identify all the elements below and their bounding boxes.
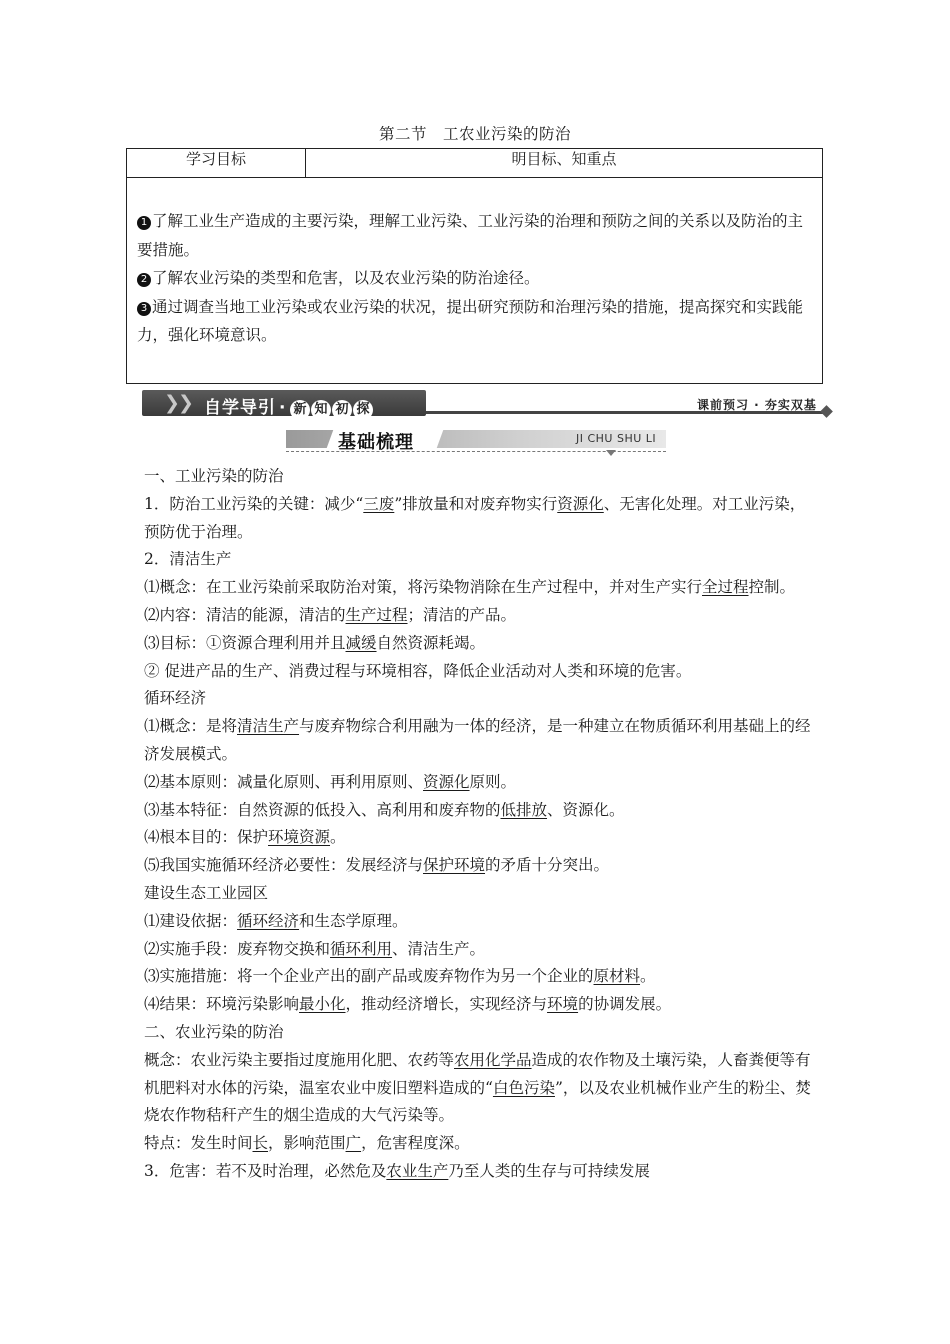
number-badge-icon: 1 <box>137 216 151 230</box>
text-segment: ⑷结果：环境污染影响 <box>144 995 300 1014</box>
main-content <box>144 463 816 1186</box>
text-segment: 造成的农作物及土壤污染，人畜粪便等有机肥料对水体的污染，温室农业中废旧塑料造成的“ <box>144 1050 811 1097</box>
text-segment: 。 <box>330 828 346 847</box>
text-segment: ⑶基本特征：自然资源的低投入、高利用和废弃物的 <box>144 800 501 819</box>
text-segment: ⑴概念：是将 <box>144 717 238 736</box>
text-segment: 2．清洁生产 <box>144 550 232 569</box>
content-paragraph <box>144 1158 816 1186</box>
underlined-answer: 环境 <box>547 995 579 1014</box>
content-paragraph <box>144 685 816 713</box>
underlined-answer: 广 <box>345 1134 362 1153</box>
text-segment: 和生态学原理。 <box>299 911 408 930</box>
text-segment: ，影响范围 <box>268 1134 346 1153</box>
underlined-answer: 农用化学品 <box>454 1050 532 1069</box>
banner-title <box>204 393 373 420</box>
text-segment: 一、工业污染的防治 <box>144 467 284 485</box>
page-title: 第二节 工农业污染的防治 <box>378 125 571 143</box>
content-paragraph <box>144 963 816 991</box>
number-badge-icon: 2 <box>137 273 151 287</box>
content-paragraph <box>144 1047 816 1130</box>
text-segment: 与废弃物综合利用融为一体的经济，是一种建立在物质循环利用基础上的经济发展模式。 <box>144 717 811 763</box>
text-segment: 、无害化处理。对工业污染，预防优于治理。 <box>144 494 806 541</box>
underlined-answer: 长 <box>252 1134 269 1153</box>
text-segment: 的矛盾十分突出。 <box>485 856 610 875</box>
text-segment: 循环经济 <box>144 689 207 708</box>
chevron-right-icon: ❯ <box>164 392 180 414</box>
text-segment: 的协调发展。 <box>578 995 672 1014</box>
content-paragraph <box>144 713 816 769</box>
subsection-label: 基础梳理 <box>338 432 414 453</box>
text-segment: ② 促进产品的生产、消费过程与环境相容，降低企业活动对人类和环境的危害。 <box>144 661 692 680</box>
text-segment: ⑵内容：清洁的能源，清洁的 <box>144 605 346 624</box>
banner-left-text: 自学导引 <box>204 398 276 418</box>
text-segment: ⑷根本目的：保护 <box>144 828 269 847</box>
objective-text: 了解工业生产造成的主要污染，理解工业污染、工业污染的治理和预防之间的关系以及防治的主要措施。 <box>137 212 804 259</box>
text-segment: 乃至人类的生存与可持续发展 <box>448 1161 650 1180</box>
subsection-english: JI CHU SHU LI <box>576 432 657 445</box>
table-header <box>127 149 822 178</box>
triangle-down-icon <box>606 450 616 456</box>
text-segment: 自然资源耗竭。 <box>376 633 486 652</box>
text-segment: 、资源化。 <box>547 800 625 819</box>
text-segment: 1．防治工业污染的关键：减少“ <box>144 494 364 513</box>
content-paragraph <box>144 658 816 686</box>
banner-circle-char: 新 <box>290 400 310 420</box>
objective-text: 通过调查当地工业污染或农业污染的状况，提出研究预防和治理污染的措施，提高探究和实践能力，强化环境意识。 <box>137 297 804 344</box>
content-paragraph <box>144 630 816 658</box>
text-segment: ⑸我国实施循环经济必要性：发展经济与 <box>144 856 424 875</box>
content-paragraph <box>144 546 816 574</box>
underlined-answer: 白色污染 <box>492 1078 555 1097</box>
underlined-answer: 保护环境 <box>423 856 486 875</box>
underlined-answer: 最小化 <box>299 995 346 1014</box>
text-segment: ⑶目标：①资源合理利用并且 <box>144 633 346 652</box>
underlined-answer: 循环利用 <box>330 939 393 958</box>
banner-circle-char: 初 <box>332 400 352 420</box>
underlined-answer: 资源化 <box>557 494 604 513</box>
number-badge-icon: 3 <box>137 302 151 316</box>
text-segment: ⑴建设依据： <box>144 911 238 930</box>
text-segment: 。 <box>640 967 656 986</box>
content-paragraph <box>144 491 816 547</box>
underlined-answer: 全过程 <box>702 578 749 597</box>
text-segment: ⑵基本原则：减量化原则、再利用原则、 <box>144 772 424 791</box>
text-segment: ，危害程度深。 <box>361 1134 470 1153</box>
text-segment: 概念：农业污染主要指过度施用化肥、农药等 <box>144 1050 455 1069</box>
underlined-answer: 循环经济 <box>237 911 300 930</box>
diamond-icon <box>820 405 833 418</box>
chevron-right-icon: ❯ <box>178 392 194 414</box>
underlined-answer: 减缓 <box>345 633 377 652</box>
underlined-answer: 清洁生产 <box>237 717 300 736</box>
underlined-answer: 生产过程 <box>345 605 408 624</box>
banner-circle-char: 探 <box>353 400 373 420</box>
content-paragraph <box>144 936 816 964</box>
content-paragraph <box>144 1130 816 1158</box>
banner-right-text: 课前预习 · 夯实双基 <box>697 398 817 412</box>
text-segment: ”排放量和对废弃物实行 <box>394 494 558 513</box>
text-segment: 控制。 <box>748 578 796 597</box>
underlined-answer: 农业生产 <box>386 1161 449 1180</box>
banner-circle-char: 知 <box>311 400 331 420</box>
underlined-answer: 低排放 <box>500 800 548 819</box>
text-segment: 二、农业污染的防治 <box>144 1022 284 1041</box>
content-paragraph <box>144 463 816 491</box>
text-segment: ⑶实施措施：将一个企业产出的副产品或废弃物作为另一个企业的 <box>144 967 594 986</box>
content-paragraph <box>144 769 816 797</box>
objectives-table <box>126 148 823 384</box>
section-banner <box>142 390 832 420</box>
underlined-answer: 原材料 <box>593 967 641 986</box>
text-segment: 3．危害：若不及时治理，必然危及 <box>144 1161 387 1180</box>
content-paragraph <box>144 908 816 936</box>
objective-text: 了解农业污染的类型和危害，以及农业污染的防治途径。 <box>152 269 540 287</box>
objectives-list <box>137 207 808 350</box>
text-segment: ”，以及农业机械作业产生的粉尘、焚烧农作物秸秆产生的烟尘造成的大气污染等。 <box>144 1078 811 1125</box>
content-paragraph <box>144 852 816 880</box>
text-segment: ，推动经济增长，实现经济与 <box>345 995 548 1014</box>
content-paragraph <box>144 574 816 602</box>
underlined-answer: 资源化 <box>423 772 470 791</box>
subsection-header <box>286 428 666 454</box>
text-segment: ⑴概念：在工业污染前采取防治对策，将污染物消除在生产过程中，并对生产实行 <box>144 578 703 597</box>
content-paragraph <box>144 991 816 1019</box>
text-segment: 原则。 <box>469 772 517 791</box>
header-learning-goals: 学习目标 <box>127 149 306 177</box>
header-key-points: 明目标、知重点 <box>511 150 617 168</box>
text-segment: 、清洁生产。 <box>392 939 486 958</box>
objective-item <box>137 207 808 264</box>
objective-item <box>137 264 808 293</box>
content-paragraph <box>144 1019 816 1047</box>
text-segment: ⑵实施手段：废弃物交换和 <box>144 939 331 958</box>
banner-dot: · <box>279 398 287 418</box>
content-paragraph <box>144 880 816 908</box>
content-paragraph <box>144 602 816 630</box>
underlined-answer: 环境资源 <box>268 828 331 847</box>
text-segment: 建设生态工业园区 <box>144 883 269 902</box>
content-paragraph <box>144 797 816 825</box>
underlined-answer: 三废 <box>363 494 395 513</box>
objective-item <box>137 293 808 350</box>
content-paragraph <box>144 824 816 852</box>
text-segment: ；清洁的产品。 <box>407 605 517 624</box>
text-segment: 特点：发生时间 <box>144 1134 253 1153</box>
